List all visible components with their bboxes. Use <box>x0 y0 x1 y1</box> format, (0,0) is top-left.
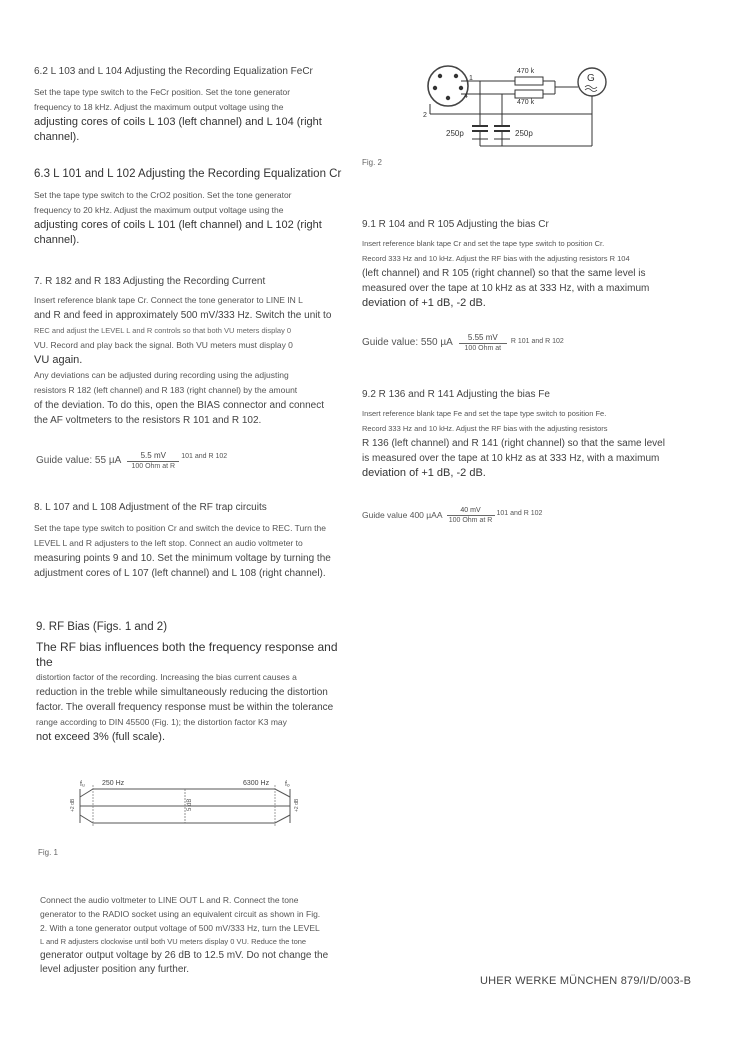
body-line: The RF bias influences both the frequency response and the <box>36 640 338 669</box>
guide-label: Guide value: 550 µA <box>362 336 453 348</box>
body-line: Insert reference blank tape Fe and set the tape type switch to position Fe. <box>362 409 607 418</box>
fraction-denominator: 100 Ohm at <box>464 344 502 352</box>
section-heading: 9.2 R 136 and R 141 Adjusting the bias Fe <box>362 389 550 400</box>
fig1-db-mid: 5 dB <box>187 798 193 811</box>
din-pin <box>446 96 450 100</box>
section-heading: 7. R 182 and R 183 Adjusting the Recording Current <box>34 276 266 287</box>
body-line: 2. With a tone generator output voltage of 500 mV/333 Hz, turn the LEVEL <box>40 923 320 933</box>
body-line: VU again. <box>34 354 83 366</box>
pin-label: 4 <box>464 93 468 100</box>
section-8 <box>34 500 354 581</box>
din-pin <box>433 86 437 90</box>
section-heading: 6.2 L 103 and L 104 Adjusting the Recording Equalization FeCr <box>34 66 313 77</box>
body-line: adjusting cores of coils L 101 (left channel) and L 102 (right <box>34 219 322 231</box>
resistor-icon <box>515 77 543 85</box>
fig1-tolerance-diagram <box>60 775 310 835</box>
fig1-fo-label: fₒ <box>285 781 290 788</box>
fig1-caption: Fig. 1 <box>38 848 59 857</box>
guide-fraction <box>447 507 495 524</box>
body-line: of the deviation. To do this, open the BIAS connector and connect <box>34 400 325 411</box>
section-heading: 9. RF Bias (Figs. 1 and 2) <box>36 621 168 633</box>
body-line: Insert reference blank tape Cr. Connect the tone generator to LINE IN L <box>34 295 303 305</box>
fig1-right-freq: 6300 Hz <box>243 780 270 787</box>
capacitor-value: 250p <box>515 129 533 138</box>
fig1-db-left: +2 dB <box>70 798 76 812</box>
body-line: Connect the audio voltmeter to LINE OUT L and R. Connect the tone <box>40 895 299 905</box>
body-line: distortion factor of the recording. Increasing the bias current causes a <box>36 672 297 682</box>
resistor-value: 470 k <box>517 68 535 75</box>
resistor-value: 470 k <box>517 99 535 106</box>
body-line: Record 333 Hz and 10 kHz. Adjust the RF bias with the adjusting resistors <box>362 424 608 433</box>
body-line: range according to DIN 45500 (Fig. 1); the distortion factor K3 may <box>36 717 287 727</box>
body-line: generator to the RADIO socket using an equivalent circuit as shown in Fig. <box>40 909 321 919</box>
body-line: adjusting cores of coils L 103 (left channel) and L 104 (right <box>34 116 322 128</box>
body-line: frequency to 18 kHz. Adjust the maximum output voltage using the <box>34 102 284 112</box>
capacitor-value: 250p <box>446 129 464 138</box>
din-pin <box>438 74 442 78</box>
section-heading: 9.1 R 104 and R 105 Adjusting the bias Cr <box>362 219 549 230</box>
section-6-2 <box>34 64 354 145</box>
fig1-db-right: +2 dB <box>294 798 300 812</box>
fraction-denominator: 100 Ohm at R <box>131 462 176 470</box>
body-line: REC and adjust the LEVEL L and R controls so that both VU meters display 0 <box>34 326 292 335</box>
body-line: factor. The overall frequency response must be within the tolerance <box>36 702 334 713</box>
section-heading: 8. L 107 and L 108 Adjustment of the RF trap circuits <box>34 502 267 513</box>
din-pin <box>454 74 458 78</box>
fraction-suffix: 101 and R 102 <box>181 452 228 460</box>
body-line: channel). <box>34 234 80 246</box>
section-9-2 <box>362 387 692 481</box>
body-line: R 136 (left channel) and R 141 (right channel) so that the same level <box>362 438 665 449</box>
body-line: reduction in the treble while simultaneously reducing the distortion <box>36 687 328 698</box>
body-line: L and R adjusters clockwise until both VU meters display 0 VU. Reduce the tone <box>40 937 307 946</box>
body-line: Record 333 Hz and 10 kHz. Adjust the RF bias with the adjusting resistors R 104 <box>362 254 630 263</box>
fig1-left-freq: 250 Hz <box>102 780 125 787</box>
body-line: Any deviations can be adjusted during recording using the adjusting <box>34 370 289 380</box>
body-line: LEVEL L and R adjusters to the left stop. Connect an audio voltmeter to <box>34 538 303 548</box>
pin-label: 1 <box>469 75 473 82</box>
body-line: measuring points 9 and 10. Set the minimum voltage by turning the <box>34 553 331 564</box>
guide-value-9-1 <box>362 327 564 357</box>
guide-label: Guide value 400 µAA <box>362 510 443 520</box>
guide-value-9-2 <box>362 500 542 530</box>
fig2-circuit-schematic <box>420 60 620 160</box>
fraction-numerator: 5.5 mV <box>127 451 179 462</box>
section-7 <box>34 274 354 428</box>
body-line: generator output voltage by 26 dB to 12.5 mV. Do not change the <box>40 950 329 961</box>
resistor-icon <box>515 90 543 98</box>
body-line: and R and feed in approximately 500 mV/333 Hz. Switch the unit to <box>34 310 332 321</box>
body-line: adjustment cores of L 107 (left channel) and L 108 (right channel). <box>34 568 326 579</box>
document-footer: UHER WERKE MÜNCHEN 879/I/D/003-B <box>480 975 692 987</box>
body-line: VU. Record and play back the signal. Both VU meters must display 0 <box>34 340 293 350</box>
body-line: deviation of +1 dB, -2 dB. <box>362 467 486 479</box>
body-line: Insert reference blank tape Cr and set the tape type switch to position Cr. <box>362 239 605 248</box>
fraction-denominator: 100 Ohm at R <box>448 516 493 524</box>
section-bottom <box>40 893 360 977</box>
section-9-1 <box>362 217 692 311</box>
body-line: deviation of +1 dB, -2 dB. <box>362 297 486 309</box>
body-line: measured over the tape at 10 kHz as at 333 Hz, with a maximum <box>362 283 650 294</box>
guide-value-7 <box>36 445 227 475</box>
body-line: channel). <box>34 131 80 143</box>
fraction-suffix: 101 and R 102 <box>496 509 543 517</box>
sine-wave-icon <box>585 86 597 92</box>
body-line: not exceed 3% (full scale). <box>36 731 166 743</box>
guide-label: Guide value: 55 µA <box>36 454 122 466</box>
section-9 <box>36 620 356 745</box>
body-line: Set the tape type switch to position Cr and switch the device to REC. Turn the <box>34 523 326 533</box>
generator-label: G <box>587 73 595 84</box>
body-line: Set the tape type switch to the FeCr position. Set the tone generator <box>34 87 291 97</box>
fraction-numerator: 40 mV <box>447 507 495 516</box>
fraction-suffix: R 101 and R 102 <box>510 337 564 345</box>
body-line: is measured over the tape at 10 kHz as at 333 Hz, with a maximum <box>362 453 660 464</box>
din-pin <box>459 86 463 90</box>
fig1-fu-label: fᵤ <box>80 781 85 788</box>
guide-fraction <box>459 333 507 352</box>
pin-label: 2 <box>423 112 427 119</box>
section-6-3 <box>34 167 354 248</box>
body-line: Set the tape type switch to the CrO2 position. Set the tone generator <box>34 190 292 200</box>
body-line: frequency to 20 kHz. Adjust the maximum output voltage using the <box>34 205 284 215</box>
body-line: level adjuster position any further. <box>40 964 189 975</box>
fig2-caption: Fig. 2 <box>362 158 383 167</box>
guide-fraction <box>127 451 179 470</box>
body-line: (left channel) and R 105 (right channel) so that the same level is <box>362 268 646 279</box>
body-line: resistors R 182 (left channel) and R 183 (right channel) by the amount <box>34 385 298 395</box>
fraction-numerator: 5.55 mV <box>459 333 507 344</box>
body-line: the AF voltmeters to the resistors R 101 and R 102. <box>34 415 262 426</box>
section-heading: 6.3 L 101 and L 102 Adjusting the Recording Equalization Cr <box>34 168 342 180</box>
